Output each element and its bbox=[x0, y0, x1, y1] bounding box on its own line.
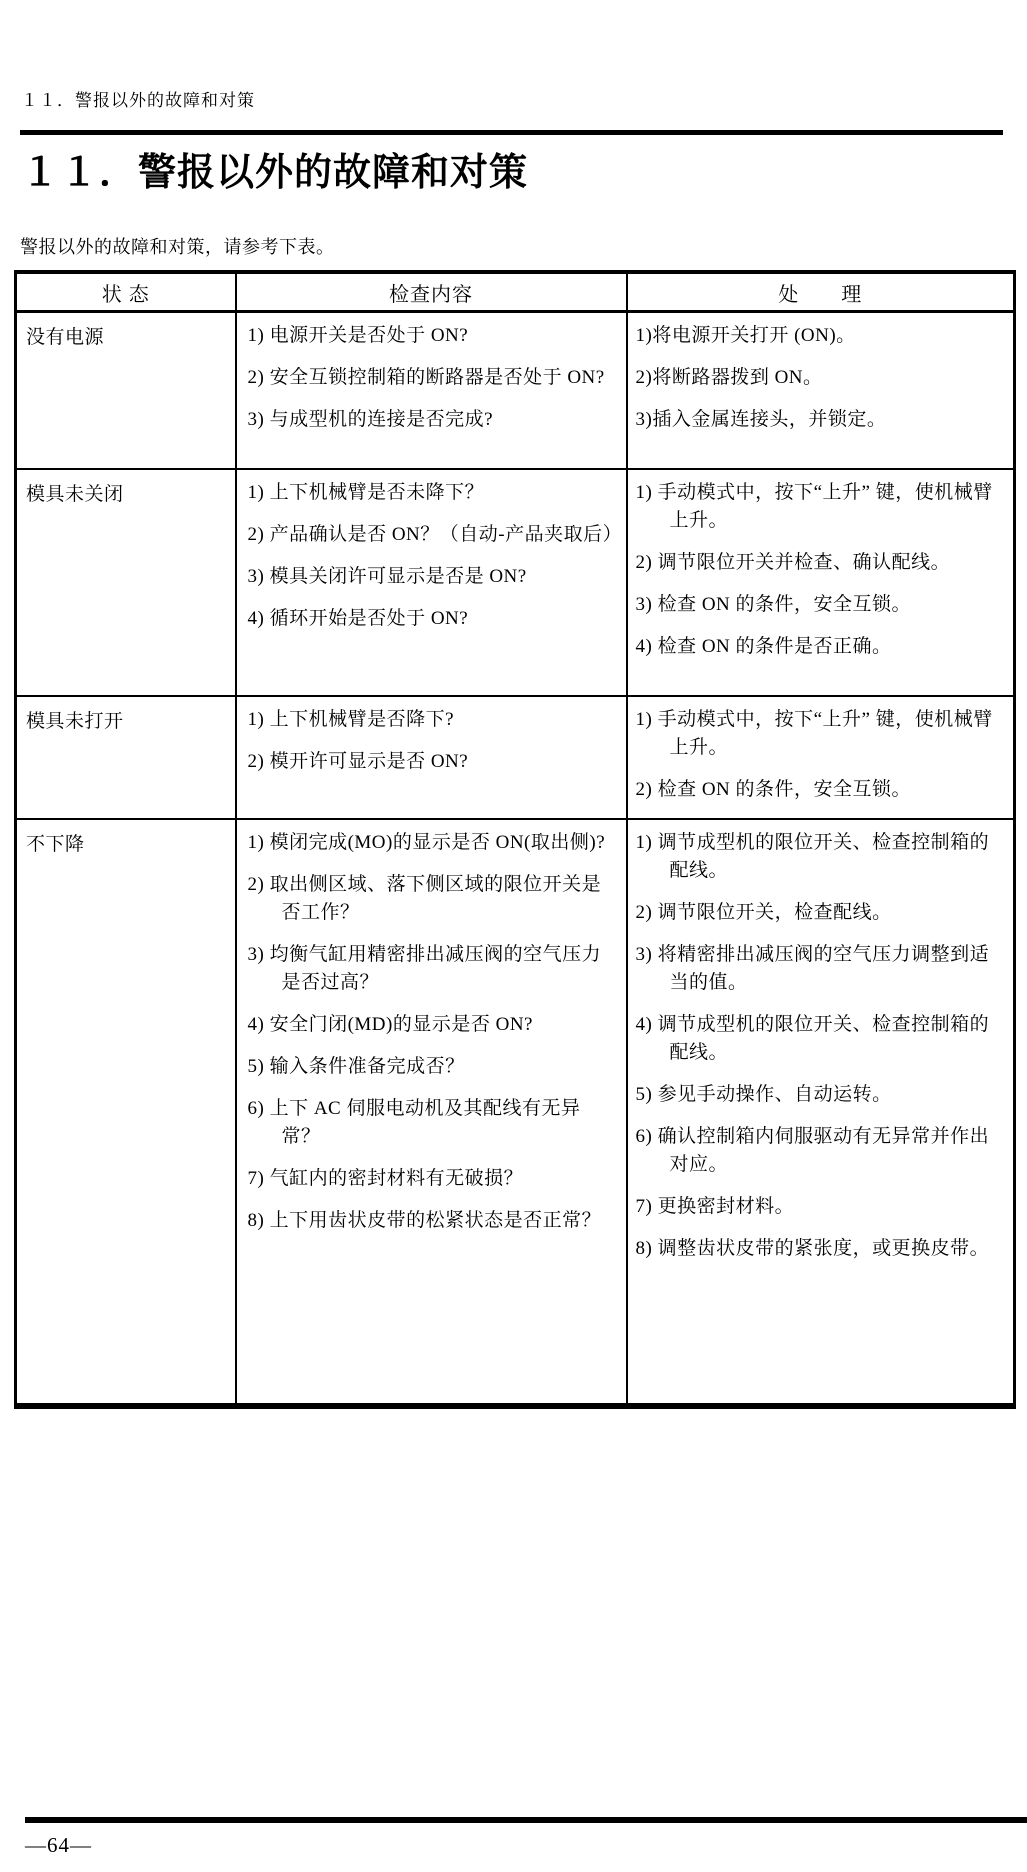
page-title: １１．警报以外的故障和对策 bbox=[21, 152, 529, 194]
cell-item: 2) 安全互锁控制箱的断路器是否处于 ON? bbox=[247, 367, 605, 388]
header-rule bbox=[20, 130, 1003, 135]
cell-item: 4) 循环开始是否处于 ON? bbox=[247, 607, 469, 629]
cell-item: 3)插入金属连接头，并锁定。 bbox=[635, 409, 887, 430]
cell-item: 3) 将精密排出减压阀的空气压力调整到适当的值。 bbox=[635, 943, 990, 993]
cell-item: 2) 产品确认是否 ON？（自动-产品夹取后） bbox=[247, 523, 623, 545]
cell-item: 3) 检查 ON 的条件，安全互锁。 bbox=[635, 593, 912, 615]
checks-cell bbox=[236, 696, 627, 819]
intro-text: 警报以外的故障和对策，请参考下表。 bbox=[20, 237, 335, 257]
cell-item: 3) 均衡气缸用精密排出减压阀的空气压力是否过高？ bbox=[247, 943, 602, 993]
cell-item: 4) 安全门闭(MD)的显示是否 ON? bbox=[247, 1013, 533, 1035]
running-header: １１．警报以外的故障和对策 bbox=[21, 91, 255, 110]
cell-item: 7) 更换密封材料。 bbox=[635, 1195, 795, 1217]
table-row-no-descend bbox=[16, 819, 1015, 1406]
cell-item: 1) 手动模式中，按下“上升” 键，使机械臂上升。 bbox=[635, 708, 993, 758]
column-header-status: 状 态 bbox=[16, 272, 236, 312]
cell-item: 1) 上下机械臂是否降下? bbox=[247, 708, 455, 730]
actions-cell bbox=[627, 819, 1015, 1406]
cell-item: 6) 上下 AC 伺服电动机及其配线有无异常？ bbox=[247, 1097, 581, 1147]
column-header-checks: 检查内容 bbox=[236, 272, 627, 312]
column-header-actions: 处 理 bbox=[627, 272, 1015, 312]
table-row-no-power bbox=[16, 312, 1015, 469]
footer-rule bbox=[25, 1817, 1027, 1823]
cell-item: 2) 取出侧区域、落下侧区域的限位开关是否工作？ bbox=[247, 873, 602, 923]
cell-item: 8) 调整齿状皮带的紧张度，或更换皮带。 bbox=[635, 1237, 990, 1259]
checks-cell bbox=[236, 469, 627, 696]
actions-cell bbox=[627, 696, 1015, 819]
status-label: 没有电源 bbox=[16, 312, 236, 469]
table-row-mold-not-closed bbox=[16, 469, 1015, 696]
cell-item: 1)将电源开关打开 (ON)。 bbox=[635, 325, 856, 346]
cell-item: 3) 模具关闭许可显示是否是 ON? bbox=[247, 565, 527, 587]
cell-item: 2) 模开许可显示是否 ON? bbox=[247, 750, 469, 772]
cell-item: 1) 上下机械臂是否未降下？ bbox=[247, 481, 485, 503]
checks-cell bbox=[236, 819, 627, 1406]
cell-item: 4) 调节成型机的限位开关、检查控制箱的配线。 bbox=[635, 1013, 990, 1063]
actions-cell bbox=[627, 312, 1015, 469]
cell-item: 6) 确认控制箱内伺服驱动有无异常并作出对应。 bbox=[635, 1125, 990, 1175]
cell-item: 2) 调节限位开关并检查、确认配线。 bbox=[635, 551, 951, 573]
cell-item: 7) 气缸内的密封材料有无破损？ bbox=[247, 1167, 524, 1189]
cell-item: 3) 与成型机的连接是否完成? bbox=[247, 409, 494, 430]
status-label: 不下降 bbox=[16, 819, 236, 1406]
cell-item: 1) 手动模式中，按下“上升” 键，使机械臂上升。 bbox=[635, 481, 993, 531]
cell-item: 1) 模闭完成(MO)的显示是否 ON(取出侧)? bbox=[247, 831, 606, 853]
cell-item: 2) 检查 ON 的条件，安全互锁。 bbox=[635, 778, 912, 800]
status-label: 模具未打开 bbox=[16, 696, 236, 819]
checks-cell bbox=[236, 312, 627, 469]
cell-item: 5) 参见手动操作、自动运转。 bbox=[635, 1083, 892, 1105]
cell-item: 4) 检查 ON 的条件是否正确。 bbox=[635, 635, 892, 657]
cell-item: 2) 调节限位开关，检查配线。 bbox=[635, 901, 892, 923]
cell-item: 1) 电源开关是否处于 ON? bbox=[247, 325, 469, 346]
table-header-row bbox=[16, 272, 1015, 312]
cell-item: 8) 上下用齿状皮带的松紧状态是否正常？ bbox=[247, 1209, 602, 1231]
troubleshooting-table bbox=[14, 270, 1016, 1409]
table-row-mold-not-open bbox=[16, 696, 1015, 819]
status-label: 模具未关闭 bbox=[16, 469, 236, 696]
cell-item: 1) 调节成型机的限位开关、检查控制箱的配线。 bbox=[635, 831, 990, 881]
cell-item: 5) 输入条件准备完成否？ bbox=[247, 1055, 465, 1077]
actions-cell bbox=[627, 469, 1015, 696]
cell-item: 2)将断路器拨到 ON。 bbox=[635, 367, 823, 388]
page-number: —64— bbox=[25, 1833, 92, 1857]
